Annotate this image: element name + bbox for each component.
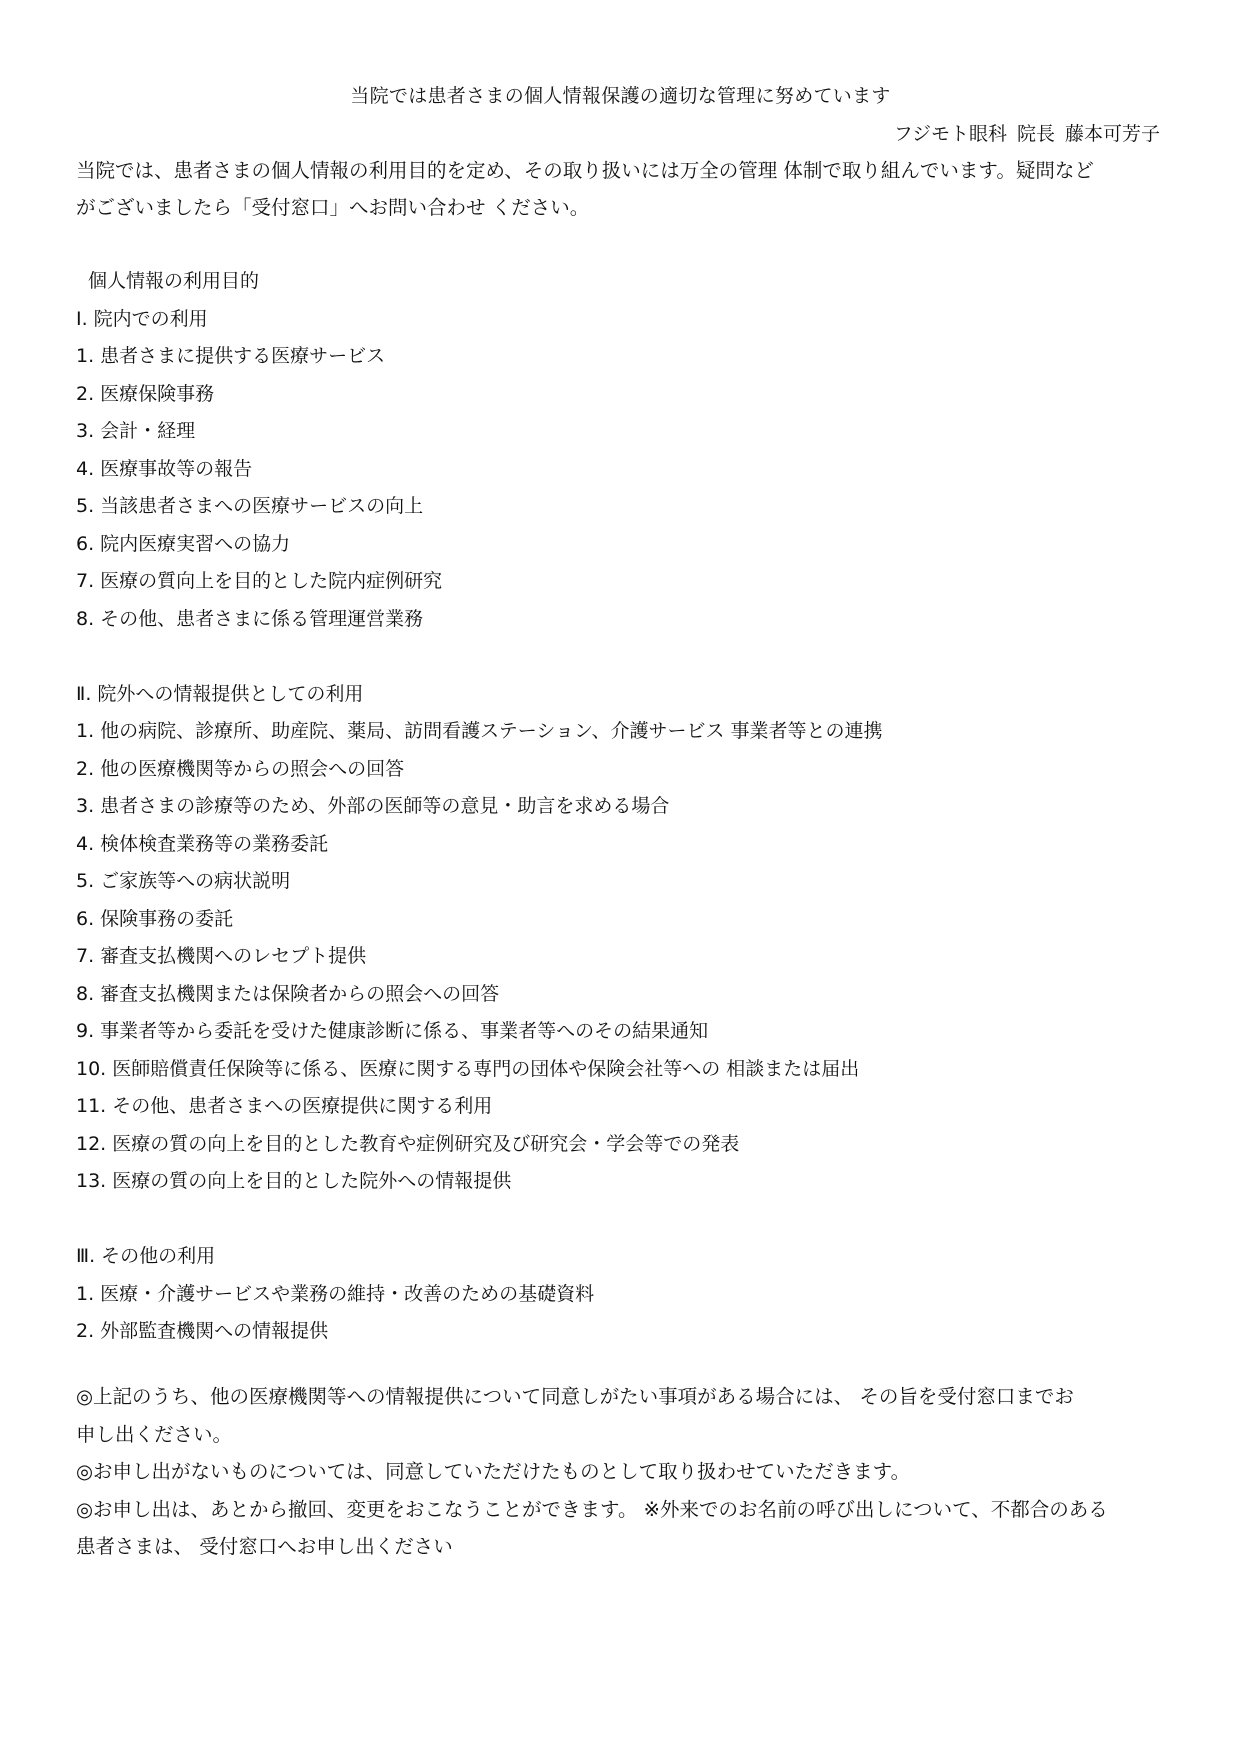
list-item: 9. 事業者等から委託を受けた健康診断に係る、事業者等へのその結果通知	[76, 1020, 709, 1042]
section-heading: Ⅰ. 院内での利用	[76, 307, 208, 330]
purpose-list	[76, 263, 1170, 1351]
list-item: 13. 医療の質の向上を目的とした院外への情報提供	[76, 1170, 512, 1192]
list-item: 1. 患者さまに提供する医療サービス	[76, 345, 386, 367]
author-name: 藤本可芳子	[1064, 123, 1160, 145]
list-item: 2. 医療保険事務	[76, 382, 215, 405]
list-item: 3. 会計・経理	[76, 420, 196, 442]
intro-paragraph	[76, 152, 1170, 226]
intro-line: がございましたら「受付窓口」へお問い合わせ ください。	[76, 196, 590, 219]
section-internal	[76, 301, 1170, 639]
list-item: 1. 他の病院、診療所、助産院、薬局、訪問看護ステーション、介護サービス 事業者等との連携	[76, 720, 883, 742]
section-spacer	[76, 638, 1170, 676]
section-spacer	[76, 1201, 1170, 1239]
list-item: 5. ご家族等への病状説明	[76, 870, 291, 892]
list-item: 6. 保険事務の委託	[76, 907, 234, 930]
list-item: 5. 当該患者さまへの医療サービスの向上	[76, 495, 424, 517]
intro-line: 当院では、患者さまの個人情報の利用目的を定め、その取り扱いには万全の管理 体制で取り組んでいます。疑問など	[76, 159, 1094, 182]
purpose-heading: 個人情報の利用目的	[88, 270, 260, 292]
list-item: 12. 医療の質の向上を目的とした教育や症例研究及び研究会・学会等での発表	[76, 1132, 740, 1155]
list-item: 8. 審査支払機関または保険者からの照会への回答	[76, 982, 500, 1005]
section-heading: Ⅱ. 院外への情報提供としての利用	[76, 682, 364, 705]
list-item: 7. 審査支払機関へのレセプト提供	[76, 945, 367, 967]
note-line: ◎お申し出は、あとから撤回、変更をおこなうことができます。 ※外来でのお名前の呼び出しについて、不都合のある	[76, 1497, 1108, 1521]
list-item: 11. その他、患者さまへの医療提供に関する利用	[76, 1095, 493, 1117]
note-line: 申し出ください。	[76, 1422, 233, 1446]
list-item: 6. 院内医療実習への協力	[76, 532, 291, 555]
list-item: 2. 外部監査機関への情報提供	[76, 1320, 329, 1342]
list-item: 2. 他の医療機関等からの照会への回答	[76, 757, 405, 780]
list-item: 4. 検体検査業務等の業務委託	[76, 832, 329, 855]
note-line: ◎お申し出がないものについては、同意していただけたものとして取り扱わせていただきます。	[76, 1460, 911, 1483]
list-item: 7. 医療の質向上を目的とした院内症例研究	[76, 570, 443, 592]
author-role: 院長	[1016, 123, 1055, 145]
author-line	[894, 121, 1160, 147]
list-item: 1. 医療・介護サービスや業務の維持・改善のための基礎資料	[76, 1282, 595, 1305]
clinic-name: フジモト眼科	[893, 123, 1007, 145]
page-title: 当院では患者さまの個人情報保護の適切な管理に努めています	[350, 85, 891, 107]
section-external	[76, 676, 1170, 1201]
note-line: 患者さまは、 受付窓口へお申し出ください	[76, 1535, 453, 1558]
list-item: 3. 患者さまの診療等のため、外部の医師等の意見・助言を求める場合	[76, 795, 670, 817]
section-other	[76, 1238, 1170, 1351]
list-item: 4. 医療事故等の報告	[76, 457, 253, 480]
notes-block	[76, 1378, 1170, 1566]
list-item: 10. 医師賠償責任保険等に係る、医療に関する専門の団体や保険会社等への 相談または届出	[76, 1057, 860, 1080]
section-heading: Ⅲ. その他の利用	[76, 1245, 216, 1267]
list-item: 8. その他、患者さまに係る管理運営業務	[76, 607, 424, 630]
note-line: ◎上記のうち、他の医療機関等への情報提供について同意しがたい事項がある場合には、 その旨を受付窓口までお	[76, 1385, 1074, 1408]
